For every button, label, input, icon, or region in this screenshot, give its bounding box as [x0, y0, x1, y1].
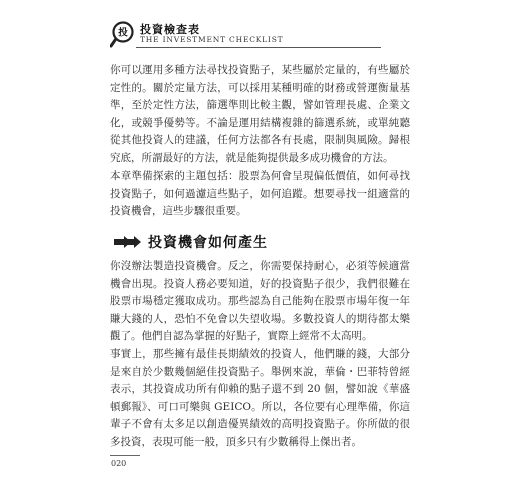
section-heading: [114, 232, 394, 252]
paragraph-text: 本章準備探索的主題包括：股票為何會呈現偏低價值，如何尋找投資點子，如何過濾這些點子，如何追蹤。想要尋找一組適當的投資機會，這些步驟很重要。: [110, 170, 410, 218]
page-number: 020: [111, 459, 127, 468]
section-paragraph-1: [110, 258, 410, 346]
header-divider: [136, 47, 381, 48]
running-header: [110, 20, 410, 54]
paragraph-text: 你可以運用多種方法尋找投資點子，某些屬於定量的，有些屬於定性的。關於定量方法，可以採用某種明確的財務或營運衡量基準，至於定性方法，篩選準則比較主觀，譬如管理長處、企業文化，或競爭優勢等。不論是運用結構複雜的篩選系統，或單純聽從其他投資人的建議，任何方法都各有長處，限制與風險。歸根究底，所謂最好的方法，就是能夠提供最多成功機會的方法。: [110, 64, 410, 164]
section-paragraph-2: [110, 346, 410, 452]
footer-divider: [110, 455, 140, 456]
double-arrow-icon: [114, 236, 142, 248]
paragraph-text: 你沒辦法製造投資機會。反之，你需要保持耐心，必須等候適當機會出現。投資人務必要知道，好的投資點子很少，我們很難在股票市場穩定獲取成功。那些認為自己能夠在股票市場年復一年賺大錢的人，恐怕不免會以失望收場。多數投資人的期待都太樂觀了。他們自認為掌握的好點子，實際上經常不太高明。: [110, 260, 410, 343]
book-title: 投資檢查表: [140, 23, 200, 36]
magnifier-logo-icon: [110, 20, 138, 48]
intro-paragraph-1: [110, 62, 410, 168]
intro-paragraph-2: [110, 168, 410, 221]
paragraph-text: 事實上，那些擁有最佳長期績效的投資人，他們賺的錢，大部分是來自於少數幾個絕佳投資點子。舉例來說，華倫・巴菲特曾經表示，其投資成功所有仰賴的點子還不到 20 個，譬如說《華盛頓郵報》、可口可樂與 GEICO。所以，各位要有心理準備，你這輩子不會有太多足以創造優異績效的高明投資點子。你所做的很多投資，表現可能一般，頂多只有少數稱得上傑出者。: [110, 348, 410, 448]
book-subtitle: THE INVESTMENT CHECKLIST: [140, 35, 284, 44]
logo-character: 投: [118, 27, 128, 39]
section-title: 投資機會如何產生: [148, 235, 268, 251]
